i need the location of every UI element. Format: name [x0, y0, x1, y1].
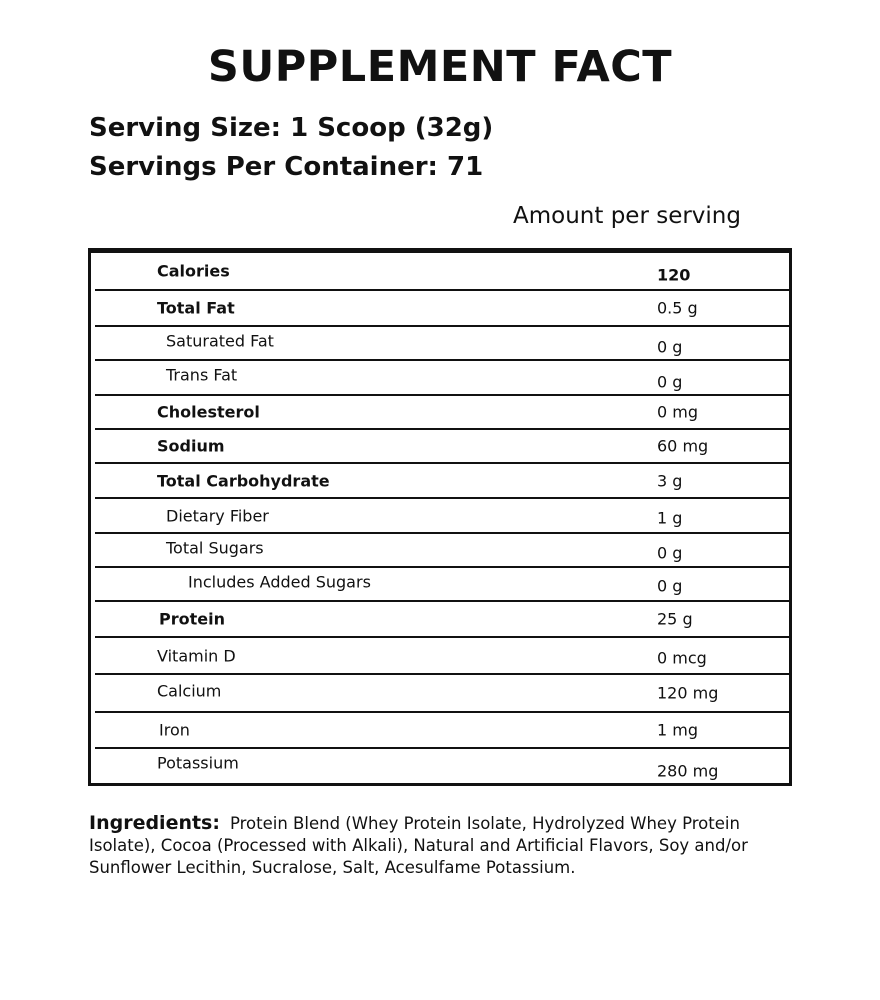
nutrient-name: Total Carbohydrate — [157, 471, 330, 490]
nutrient-name: Cholesterol — [157, 402, 260, 422]
nutrient-row-calcium — [95, 675, 790, 713]
ingredients-block — [89, 812, 789, 879]
nutrient-name: Includes Added Sugars — [188, 572, 371, 592]
nutrient-amount: 0 g — [657, 337, 683, 357]
nutrient-amount: 3 g — [657, 471, 683, 490]
nutrient-row-total-sugars — [95, 534, 790, 568]
nutrient-name: Potassium — [157, 753, 239, 773]
nutrient-row-potassium — [95, 749, 790, 785]
ingredients-text: Protein Blend (Whey Protein Isolate, Hydrolyzed Whey Protein Isolate), Cocoa (Processed with Alkali), Natural and Artificial Flavors, Soy and/or Sunflower Lecithin, Sucralose, Salt, Acesulfame Potassium. — [89, 814, 748, 877]
nutrient-amount: 1 mg — [657, 720, 699, 740]
nutrient-amount: 120 — [657, 265, 691, 285]
nutrient-row-protein — [95, 602, 790, 638]
nutrient-row-cholesterol — [95, 396, 790, 430]
nutrient-amount: 0.5 g — [657, 298, 698, 318]
serving-size: Serving Size: 1 Scoop (32g) — [89, 113, 494, 143]
nutrient-amount: 25 g — [657, 609, 693, 629]
nutrient-row-added-sugars — [95, 568, 790, 602]
nutrient-row-calories — [95, 253, 790, 291]
supplement-facts-table — [88, 248, 792, 786]
nutrient-name: Saturated Fat — [166, 331, 274, 351]
nutrient-name: Protein — [159, 609, 225, 629]
servings-per-container: Servings Per Container: 71 — [89, 152, 484, 182]
nutrient-row-total-carbohydrate — [95, 464, 790, 499]
nutrient-name: Sodium — [157, 436, 225, 456]
nutrient-row-total-fat — [95, 291, 790, 327]
nutrient-name: Trans Fat — [166, 365, 238, 384]
nutrient-row-saturated-fat — [95, 327, 790, 361]
nutrient-name: Iron — [159, 720, 190, 740]
nutrient-name: Dietary Fiber — [166, 506, 269, 525]
nutrient-row-trans-fat — [95, 361, 790, 396]
nutrient-amount: 280 mg — [657, 761, 719, 781]
nutrient-amount: 60 mg — [657, 436, 709, 456]
nutrient-row-sodium — [95, 430, 790, 464]
nutrient-name: Calories — [157, 261, 230, 281]
nutrient-name: Total Fat — [157, 298, 235, 318]
nutrient-name: Calcium — [157, 681, 222, 701]
nutrient-amount: 0 mcg — [657, 648, 707, 667]
nutrient-amount: 0 g — [657, 576, 683, 596]
nutrient-row-dietary-fiber — [95, 499, 790, 534]
nutrient-amount: 1 g — [657, 508, 683, 527]
nutrient-amount: 120 mg — [657, 683, 719, 703]
nutrient-row-vitamin-d — [95, 638, 790, 675]
page-title: SUPPLEMENT FACT — [207, 42, 673, 92]
nutrient-amount: 0 g — [657, 543, 683, 563]
nutrient-amount: 0 g — [657, 372, 683, 391]
amount-per-serving-header: Amount per serving — [513, 203, 741, 229]
nutrient-row-iron — [95, 713, 790, 749]
nutrient-amount: 0 mg — [657, 402, 699, 422]
nutrient-name: Total Sugars — [166, 538, 264, 558]
ingredients-label: Ingredients: — [89, 812, 220, 834]
nutrient-name: Vitamin D — [157, 646, 236, 665]
